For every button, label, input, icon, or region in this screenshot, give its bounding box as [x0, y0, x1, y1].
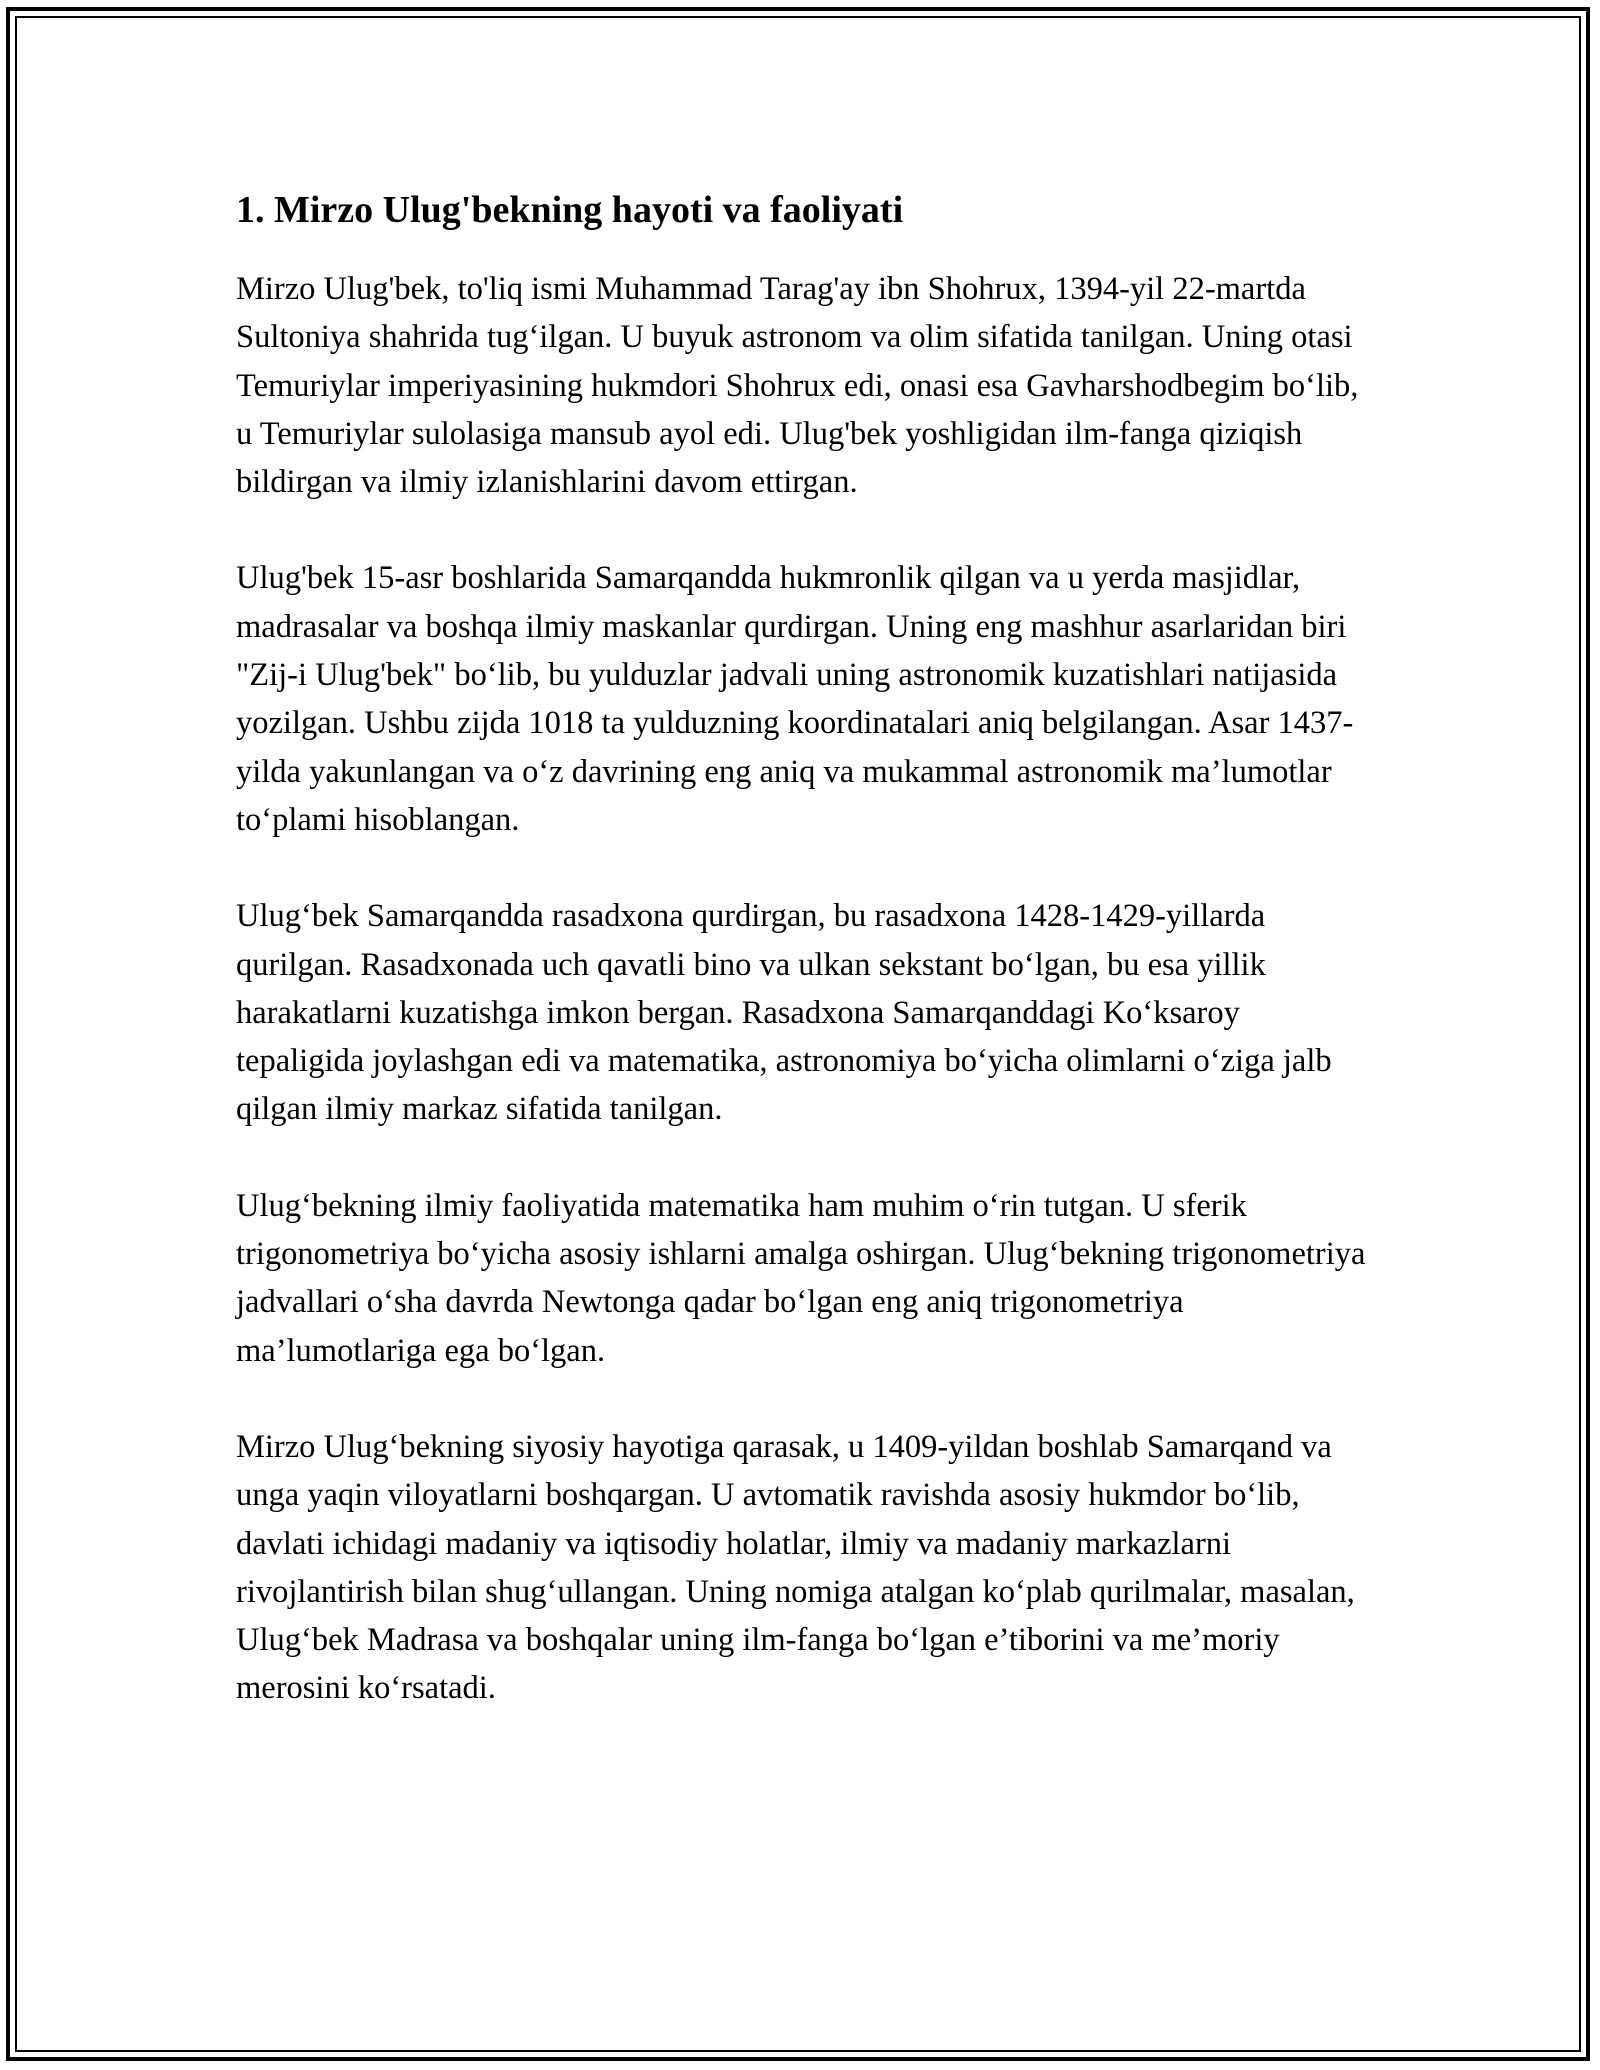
- paragraph-biography: Mirzo Ulug'bek, to'liq ismi Muhammad Tarag'ay ibn Shohrux, 1394-yil 22-martda Sultoniya shahrida tug‘ilgan. U buyuk astronom va olim sifatida tanilgan. Uning otasi Temuriylar imperiyasining hukmdori Shohrux edi, onasi esa Gavharshodbegim bo‘lib, u Temuriylar sulolasiga mansub ayol edi. Ulug'bek yoshligidan ilm-fanga qiziqish bildirgan va ilmiy izlanishlarini davom ettirgan.: [236, 271, 1359, 501]
- paragraph-politics: Mirzo Ulug‘bekning siyosiy hayotiga qarasak, u 1409-yildan boshlab Samarqand va unga yaqin viloyatlarni boshqargan. U avtomatik ravishda asosiy hukmdor bo‘lib, davlati ichidagi madaniy va iqtisodiy holatlar, ilmiy va madaniy markazlarni rivojlantirish bilan shug‘ullangan. Uning nomiga atalgan ko‘plab qurilmalar, masalan, Ulug‘bek Madrasa va boshqalar uning ilm-fanga bo‘lgan e’tiborini va me’moriy merosini ko‘rsatadi.: [236, 1428, 1355, 1707]
- paragraph-zij: Ulug'bek 15-asr boshlarida Samarqandda hukmronlik qilgan va u yerda masjidlar, madrasalar va boshqa ilmiy maskanlar qurdirgan. Uning eng mashhur asarlaridan biri "Zij-i Ulug'bek" bo‘lib, bu yulduzlar jadvali uning astronomik kuzatishlari natijasida yozilgan. Ushbu zijda 1018 ta yulduzning koordinatalari aniq belgilangan. Asar 1437-yilda yakunlangan va o‘z davrining eng aniq va mukammal astronomik ma’lumotlar to‘plami hisoblangan.: [236, 560, 1354, 838]
- paragraph-observatory: Ulug‘bek Samarqandda rasadxona qurdirgan, bu rasadxona 1428-1429-yillarda qurilgan. Rasadxonada uch qavatli bino va ulkan sekstant bo‘lgan, bu esa yillik harakatlarni kuzatishga imkon bergan. Rasadxona Samarqanddagi Ko‘ksaroy tepaligida joylashgan edi va matematika, astronomiya bo‘yicha olimlarni o‘ziga jalb qilgan ilmiy markaz sifatida tanilgan.: [236, 898, 1332, 1128]
- section-heading: 1. Mirzo Ulug'bekning hayoti va faoliyati: [236, 189, 904, 231]
- paragraph-mathematics: Ulug‘bekning ilmiy faoliyatida matematika ham muhim o‘rin tutgan. U sferik trigonometriya bo‘yicha asosiy ishlarni amalga oshirgan. Ulug‘bekning trigonometriya jadvallari o‘sha davrda Newtonga qadar bo‘lgan eng aniq trigonometriya ma’lumotlariga ega bo‘lgan.: [236, 1187, 1366, 1369]
- document-body: [236, 186, 1371, 1761]
